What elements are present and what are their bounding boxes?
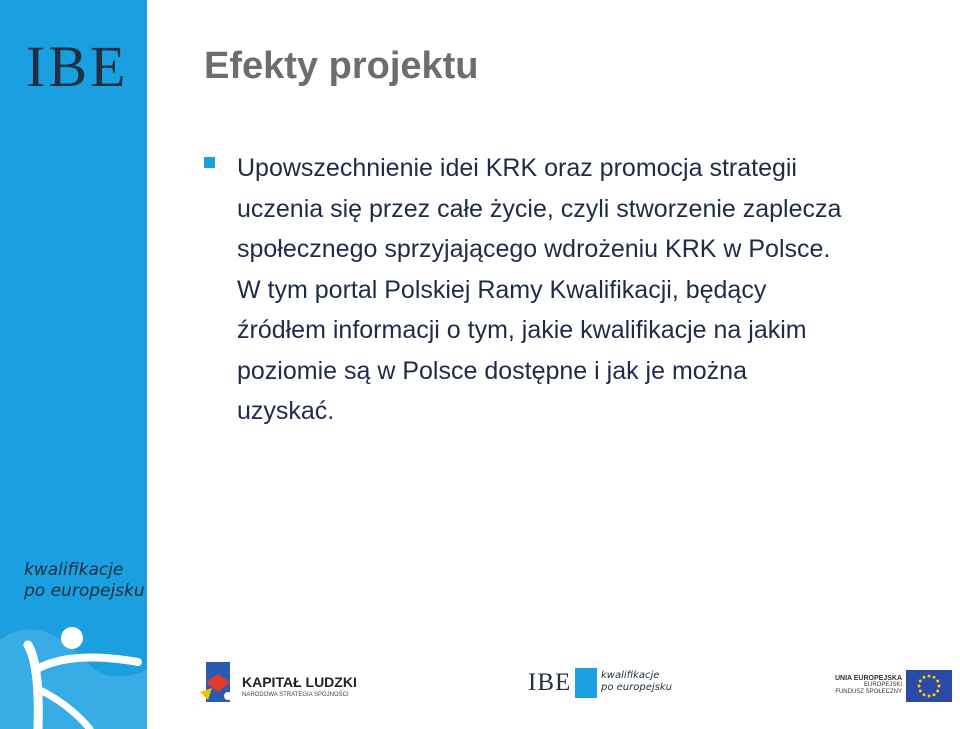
eu-line: FUNDUSZ SPOŁECZNY xyxy=(835,689,902,695)
bullet-line: społecznego sprzyjającego wdrożeniu KRK w Polsce. xyxy=(237,235,831,263)
kapital-ludzki-emblem-icon xyxy=(200,662,236,708)
bullet-line: Upowszechnienie idei KRK oraz promocja strategii xyxy=(237,154,797,182)
ibe-footer-box-icon xyxy=(575,668,597,698)
bullet-list xyxy=(204,148,944,432)
person-figure-icon xyxy=(0,610,147,729)
ibe-footer-tagline-line: po europejsku xyxy=(601,682,672,693)
sidebar xyxy=(0,0,147,729)
tagline-line: kwalifikacje xyxy=(24,560,124,580)
bullet-square-icon xyxy=(204,157,215,168)
ibe-logo: IBE xyxy=(26,34,129,99)
kapital-ludzki-logo xyxy=(200,660,357,710)
eu-logo xyxy=(834,670,956,702)
bullet-line: W tym portal Polskiej Ramy Kwalifikacji, będący xyxy=(237,275,767,304)
bullet-line: poziomie są w Polsce dostępne i jak je można xyxy=(237,356,747,385)
bullet-line: uczenia się przez całe życie, czyli stworzenie zaplecza xyxy=(237,194,842,223)
eu-line: EUROPEJSKI xyxy=(863,682,902,688)
bullet-line: uzyskać. xyxy=(237,397,335,425)
ibe-footer-logo-text: IBE xyxy=(528,669,572,696)
bullet-line: źródłem informacji o tym, jakie kwalifikacje na jakim xyxy=(237,316,807,344)
bullet-text xyxy=(237,148,944,432)
ibe-footer-tagline-line: kwalifikacje xyxy=(601,670,660,681)
ibe-footer-logo xyxy=(528,668,672,708)
kapital-ludzki-title: KAPITAŁ LUDZKI xyxy=(242,674,357,690)
page-title: Efekty projektu xyxy=(204,45,479,87)
tagline-line: po europejsku xyxy=(24,581,145,601)
eu-line: UNIA EUROPEJSKA xyxy=(834,675,902,682)
eu-text xyxy=(835,675,902,696)
ibe-footer-tagline xyxy=(601,670,672,694)
kapital-ludzki-subtitle: NARODOWA STRATEGIA SPÓJNOŚCI xyxy=(242,692,349,698)
eu-flag-icon xyxy=(906,670,952,702)
sidebar-tagline xyxy=(24,560,145,602)
